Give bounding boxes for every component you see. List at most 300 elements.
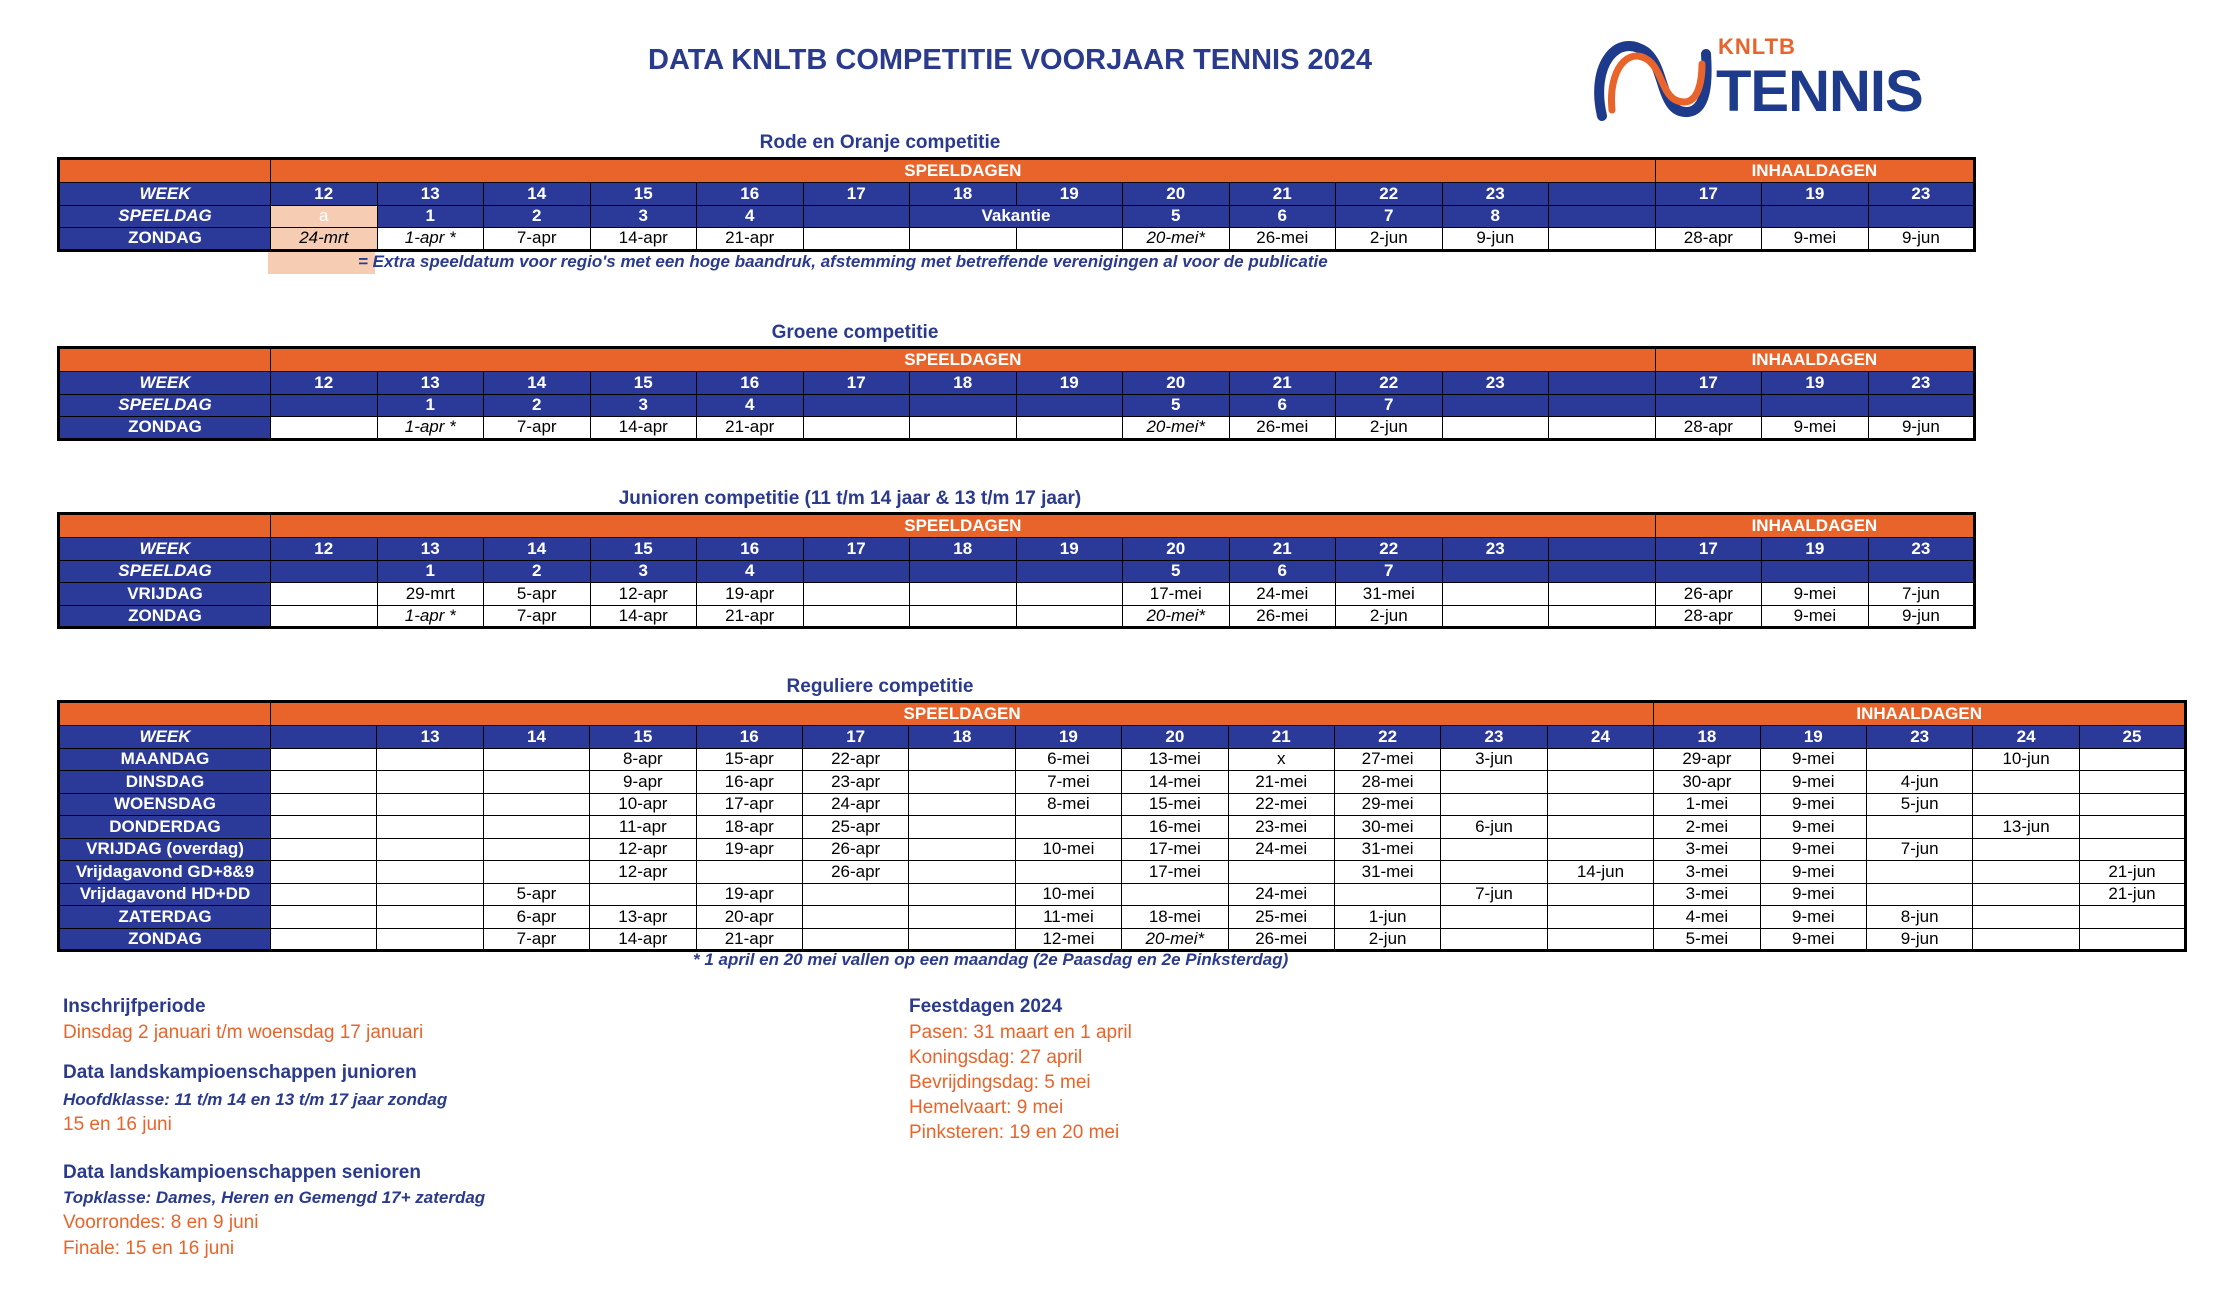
table-cell: 19 (1762, 538, 1869, 561)
table-cell: 10-mei (1015, 838, 1121, 861)
table-cell (803, 417, 910, 440)
table-cell: 9-mei (1762, 228, 1869, 251)
row-label: SPEELDAG (59, 205, 271, 228)
table-cell: 7-apr (484, 417, 591, 440)
table-cell: 17 (1655, 538, 1762, 561)
table-cell (377, 771, 483, 794)
table-cell: 21-jun (2079, 861, 2185, 884)
table-cell: 21 (1229, 372, 1336, 395)
header-corner (59, 159, 271, 183)
table-cell (271, 417, 378, 440)
table-cell: 2-jun (1336, 417, 1443, 440)
table-cell (1549, 228, 1656, 251)
table-cell (1549, 560, 1656, 583)
table-cell: 1 (377, 394, 484, 417)
table-cell: 9-mei (1760, 816, 1866, 839)
header-bar-row (59, 514, 1975, 538)
table-cell: 26-mei (1229, 417, 1336, 440)
row-label: ZONDAG (59, 228, 271, 251)
table-cell (1762, 560, 1869, 583)
table-row (59, 906, 2186, 929)
header-corner (59, 702, 271, 726)
table-cell: 3-mei (1654, 861, 1760, 884)
feestdag-item: Bevrijdingsdag: 5 mei (909, 1072, 1091, 1093)
row-label: ZATERDAG (59, 906, 271, 929)
table-cell: 14 (484, 183, 591, 206)
inhaaldagen-header: INHAALDAGEN (1655, 514, 1975, 538)
table-cell (1655, 394, 1762, 417)
inhaaldagen-header: INHAALDAGEN (1654, 702, 2186, 726)
table-cell: 19 (1762, 183, 1869, 206)
header-bar-row (59, 159, 1975, 183)
table-cell (1973, 883, 2079, 906)
table-cell: 7-apr (483, 928, 589, 951)
table-cell: 22-mei (1228, 793, 1334, 816)
table-cell (1016, 394, 1123, 417)
table-cell: 7-jun (1866, 838, 1972, 861)
table-cell (803, 583, 910, 606)
table-cell (1442, 560, 1549, 583)
table-cell (271, 748, 377, 771)
table-cell: 3 (590, 205, 697, 228)
table-cell: 20-mei* (1123, 228, 1230, 251)
table-cell: 5 (1123, 394, 1230, 417)
table-cell (1547, 906, 1654, 929)
table-cell (909, 928, 1015, 951)
table-cell: 12-apr (590, 861, 696, 884)
table-cell: 21-apr (697, 605, 804, 628)
table-cell (1866, 861, 1972, 884)
table-cell (1016, 417, 1123, 440)
row-label: VRIJDAG (59, 583, 271, 606)
table-cell: 22 (1336, 538, 1443, 561)
table-cell (910, 394, 1017, 417)
row-label: WEEK (59, 372, 271, 395)
table-cell: 21-jun (2079, 883, 2185, 906)
table-cell (909, 816, 1015, 839)
table-cell: 25-mei (1228, 906, 1334, 929)
table-cell: 13 (377, 538, 484, 561)
table-cell (1973, 771, 2079, 794)
table-cell: 9-jun (1866, 928, 1972, 951)
table-cell: 13-mei (1122, 748, 1228, 771)
table-cell: 14-apr (590, 605, 697, 628)
table-cell: 9-mei (1760, 771, 1866, 794)
table-cell: 20-apr (696, 906, 802, 929)
table-cell: 21-mei (1228, 771, 1334, 794)
row-label: Vrijdagavond HD+DD (59, 883, 271, 906)
table-cell (483, 816, 589, 839)
table-cell (910, 417, 1017, 440)
table-cell (1866, 748, 1972, 771)
table-cell: 20 (1123, 538, 1230, 561)
table-cell (1762, 394, 1869, 417)
table-cell (377, 793, 483, 816)
table-cell (909, 861, 1015, 884)
table-cell (271, 883, 377, 906)
table-cell: 23 (1441, 726, 1547, 749)
table-cell: 7-apr (484, 605, 591, 628)
table-cell: 1-apr * (377, 228, 484, 251)
table-cell: 26-mei (1228, 928, 1334, 951)
table-junioren (57, 512, 1976, 629)
table-cell: 7-jun (1441, 883, 1547, 906)
table-cell: 13-apr (590, 906, 696, 929)
table-cell (1334, 883, 1440, 906)
legend-text: = Extra speeldatum voor regio's met een hoge baandruk, afstemming met betreffende verenigingen al voor de publicatie (358, 252, 1328, 271)
table-cell: 9-mei (1760, 793, 1866, 816)
table-cell: 9-mei (1760, 906, 1866, 929)
table-cell: 17 (1655, 372, 1762, 395)
table-cell: 12-apr (590, 583, 697, 606)
speeldagen-header: SPEELDAGEN (271, 159, 1656, 183)
jun-text: 15 en 16 juni (63, 1114, 172, 1135)
table-cell: 10-jun (1973, 748, 2079, 771)
info-right (909, 996, 1132, 1147)
table-cell: 17-mei (1122, 838, 1228, 861)
table-cell: 28-apr (1655, 605, 1762, 628)
table-cell (910, 583, 1017, 606)
table-cell: 1-apr * (377, 417, 484, 440)
table-cell (1547, 883, 1654, 906)
table-rode-oranje (57, 157, 1976, 252)
table-row (59, 372, 1975, 395)
table-cell: 7-apr (484, 228, 591, 251)
table-cell: 2-jun (1336, 228, 1443, 251)
table-cell (1549, 205, 1656, 228)
table-row (59, 861, 2186, 884)
table-cell (1549, 538, 1656, 561)
table-cell: 28-mei (1334, 771, 1440, 794)
table-cell: 26-apr (802, 838, 908, 861)
table-cell: 7 (1336, 205, 1443, 228)
table-cell: Vakantie (910, 205, 1123, 228)
table-cell: 14-apr (590, 928, 696, 951)
table-row (59, 394, 1975, 417)
table-cell (271, 906, 377, 929)
table-cell (483, 793, 589, 816)
table-cell: 9-mei (1760, 748, 1866, 771)
table-cell (271, 605, 378, 628)
section-title-rode-oranje: Rode en Oranje competitie (759, 132, 1001, 153)
table-cell: 30-apr (1654, 771, 1760, 794)
table-cell (1122, 883, 1228, 906)
table-cell (1441, 793, 1547, 816)
table-cell (2079, 906, 2185, 929)
table-cell (1549, 583, 1656, 606)
row-label: DINSDAG (59, 771, 271, 794)
feestdag-item: Hemelvaart: 9 mei (909, 1097, 1064, 1118)
table-cell (1973, 928, 2079, 951)
table-cell: 8-jun (1866, 906, 1972, 929)
table-cell: 11-apr (590, 816, 696, 839)
logo-big-text: TENNIS (1716, 59, 1923, 124)
table-cell: 26-mei (1229, 228, 1336, 251)
table-cell: 2-jun (1336, 605, 1443, 628)
table-cell (2079, 816, 2185, 839)
table-cell: 24-apr (802, 793, 908, 816)
table-cell: 10-apr (590, 793, 696, 816)
table-cell: 26-apr (802, 861, 908, 884)
table-cell (1868, 394, 1975, 417)
table-cell: 25-apr (802, 816, 908, 839)
table-cell: 3 (590, 394, 697, 417)
table-cell (1016, 560, 1123, 583)
table-cell (910, 605, 1017, 628)
table-cell (1442, 394, 1549, 417)
feestdagen-title: Feestdagen 2024 (909, 996, 1063, 1017)
table-cell (1547, 748, 1654, 771)
sen-sub: Topklasse: Dames, Heren en Gemengd 17+ zaterdag (63, 1188, 486, 1207)
table-cell: 24-mei (1229, 583, 1336, 606)
table-cell (910, 228, 1017, 251)
speeldagen-header: SPEELDAGEN (271, 514, 1656, 538)
table-cell: 1 (377, 560, 484, 583)
table-cell: 17-mei (1123, 583, 1230, 606)
table-cell: 15-mei (1122, 793, 1228, 816)
row-label: SPEELDAG (59, 560, 271, 583)
table-cell: 29-mrt (377, 583, 484, 606)
table-row (59, 771, 2186, 794)
table-cell (802, 928, 908, 951)
table-cell (1016, 583, 1123, 606)
table-cell (377, 748, 483, 771)
table-cell: 5-mei (1654, 928, 1760, 951)
table-cell: 24 (1973, 726, 2079, 749)
table-cell: 16-apr (696, 771, 802, 794)
knltb-tennis-logo (1588, 24, 1923, 124)
table-cell: 5 (1123, 205, 1230, 228)
table-cell (271, 861, 377, 884)
table-cell: 9-mei (1760, 838, 1866, 861)
info-left (63, 996, 485, 1264)
table-cell: 4-mei (1654, 906, 1760, 929)
table-cell: 9-jun (1868, 228, 1975, 251)
table-cell (909, 883, 1015, 906)
table-cell: 14-jun (1547, 861, 1654, 884)
table-cell (1973, 793, 2079, 816)
table-cell (1549, 183, 1656, 206)
table-cell: 8-apr (590, 748, 696, 771)
table-cell (377, 816, 483, 839)
table-cell: 4 (697, 394, 804, 417)
table-cell: 26-apr (1655, 583, 1762, 606)
table-cell: 19 (1762, 372, 1869, 395)
table-cell (377, 883, 483, 906)
table-cell: 18 (1654, 726, 1760, 749)
table-cell: 19-apr (696, 838, 802, 861)
table-cell: 13 (377, 726, 483, 749)
table-cell (1973, 906, 2079, 929)
feestdag-item: Pasen: 31 maart en 1 april (909, 1022, 1132, 1043)
table-cell: 24-mei (1228, 883, 1334, 906)
table-cell (271, 394, 378, 417)
table-cell: 17-mei (1122, 861, 1228, 884)
table-cell: 12 (271, 183, 378, 206)
table-cell: 15 (590, 726, 696, 749)
table-cell: 6-jun (1441, 816, 1547, 839)
table-cell: 2 (484, 560, 591, 583)
table-cell (803, 205, 910, 228)
table-cell: 16 (697, 538, 804, 561)
table-cell: 1-mei (1654, 793, 1760, 816)
table-cell (1441, 838, 1547, 861)
table-cell: 9-mei (1760, 883, 1866, 906)
table-cell (1016, 228, 1123, 251)
table-cell (802, 906, 908, 929)
table-cell: 26-mei (1229, 605, 1336, 628)
table-cell (1973, 861, 2079, 884)
table-cell: 21-apr (697, 417, 804, 440)
row-label: ZONDAG (59, 417, 271, 440)
table-cell: 19-apr (697, 583, 804, 606)
row-label: MAANDAG (59, 748, 271, 771)
table-cell: 19 (1760, 726, 1866, 749)
row-label: ZONDAG (59, 928, 271, 951)
table-cell (909, 838, 1015, 861)
table-row (59, 417, 1975, 440)
table-cell: 27-mei (1334, 748, 1440, 771)
table-cell: 20-mei* (1123, 605, 1230, 628)
table-cell (483, 771, 589, 794)
table-cell: 22-apr (802, 748, 908, 771)
table-cell: 23 (1868, 538, 1975, 561)
table-cell: 17 (803, 538, 910, 561)
table-cell (2079, 793, 2185, 816)
table-cell: 9-jun (1868, 417, 1975, 440)
table-row (59, 928, 2186, 951)
inschrijf-title: Inschrijfperiode (63, 996, 206, 1017)
table-cell (271, 816, 377, 839)
table-cell: 31-mei (1336, 583, 1443, 606)
table-cell: 17 (802, 726, 908, 749)
table-row (59, 205, 1975, 228)
table-cell: 15 (590, 538, 697, 561)
table-cell (483, 861, 589, 884)
table-cell: 21 (1229, 183, 1336, 206)
table-cell: 16 (696, 726, 802, 749)
table-cell (909, 771, 1015, 794)
table-row (59, 560, 1975, 583)
table-cell: 23-mei (1228, 816, 1334, 839)
row-label: SPEELDAG (59, 394, 271, 417)
table-cell: 17 (803, 372, 910, 395)
table-cell: 12-apr (590, 838, 696, 861)
table-cell: 13 (377, 372, 484, 395)
table-cell: 23 (1868, 372, 1975, 395)
table-cell: 6-mei (1015, 748, 1121, 771)
table-cell: 4 (697, 560, 804, 583)
table-cell (802, 883, 908, 906)
table-cell: 9-jun (1442, 228, 1549, 251)
section-title-reguliere: Reguliere competitie (786, 676, 974, 697)
row-label: Vrijdagavond GD+8&9 (59, 861, 271, 884)
table-cell: 14 (484, 372, 591, 395)
table-cell (483, 748, 589, 771)
table-cell: 28-apr (1655, 228, 1762, 251)
table-cell: 5-apr (484, 583, 591, 606)
table-cell: 23 (1868, 183, 1975, 206)
table-cell: 14-apr (590, 228, 697, 251)
inschrijf-text: Dinsdag 2 januari t/m woensdag 17 januari (63, 1022, 424, 1043)
table-cell: 19 (1016, 372, 1123, 395)
table-cell: 13 (377, 183, 484, 206)
logo-small-text: KNLTB (1718, 34, 1796, 59)
table-cell: 6 (1229, 560, 1336, 583)
table-cell (2079, 748, 2185, 771)
table-cell: 17 (803, 183, 910, 206)
table-cell: 14-apr (590, 417, 697, 440)
sen-text1: Voorrondes: 8 en 9 juni (63, 1212, 259, 1233)
table-cell: 5-jun (1866, 793, 1972, 816)
table-cell (1547, 838, 1654, 861)
table-cell: 9-mei (1762, 417, 1869, 440)
table-cell: 20 (1122, 726, 1228, 749)
table-cell: 9-apr (590, 771, 696, 794)
table-cell (271, 838, 377, 861)
table-cell (1441, 771, 1547, 794)
table-cell: 1-apr * (377, 605, 484, 628)
feestdag-item: Pinksteren: 19 en 20 mei (909, 1122, 1120, 1143)
table-cell (696, 861, 802, 884)
table-cell: 7-jun (1868, 583, 1975, 606)
table-cell: 6-apr (483, 906, 589, 929)
table-cell: 23 (1442, 538, 1549, 561)
table-cell (2079, 928, 2185, 951)
table-cell: 18-mei (1122, 906, 1228, 929)
header-corner (59, 348, 271, 372)
table-cell (377, 928, 483, 951)
table-cell (271, 771, 377, 794)
table-cell: 23-apr (802, 771, 908, 794)
table-cell (1655, 205, 1762, 228)
table-cell (1655, 560, 1762, 583)
table-cell: 5-apr (483, 883, 589, 906)
table-cell: 14 (483, 726, 589, 749)
table-cell: 9-mei (1760, 861, 1866, 884)
table-cell (803, 394, 910, 417)
table-cell (271, 928, 377, 951)
table-cell (1762, 205, 1869, 228)
table-cell: 15 (590, 183, 697, 206)
row-label: WOENSDAG (59, 793, 271, 816)
table-cell: 23 (1442, 183, 1549, 206)
speeldagen-header: SPEELDAGEN (271, 702, 1654, 726)
table-row (59, 793, 2186, 816)
table-cell: 20 (1123, 183, 1230, 206)
table-cell (590, 883, 696, 906)
table-cell (1441, 906, 1547, 929)
table-cell: 14 (484, 538, 591, 561)
table-cell: 19 (1016, 183, 1123, 206)
row-label: ZONDAG (59, 605, 271, 628)
table-cell: 20 (1123, 372, 1230, 395)
table-cell (1441, 861, 1547, 884)
table-row (59, 583, 1975, 606)
speeldagen-header: SPEELDAGEN (271, 348, 1656, 372)
footnote: * 1 april en 20 mei vallen op een maandag (2e Paasdag en 2e Pinksterdag) (693, 950, 1289, 969)
table-cell (2079, 838, 2185, 861)
table-cell: 23 (1442, 372, 1549, 395)
table-cell (1442, 583, 1549, 606)
table-cell: 16 (697, 372, 804, 395)
table-cell: 12 (271, 538, 378, 561)
table-cell: 29-apr (1654, 748, 1760, 771)
table-cell: 13-jun (1973, 816, 2079, 839)
table-cell: 7-mei (1015, 771, 1121, 794)
table-cell: 18 (910, 372, 1017, 395)
table-cell (2079, 771, 2185, 794)
